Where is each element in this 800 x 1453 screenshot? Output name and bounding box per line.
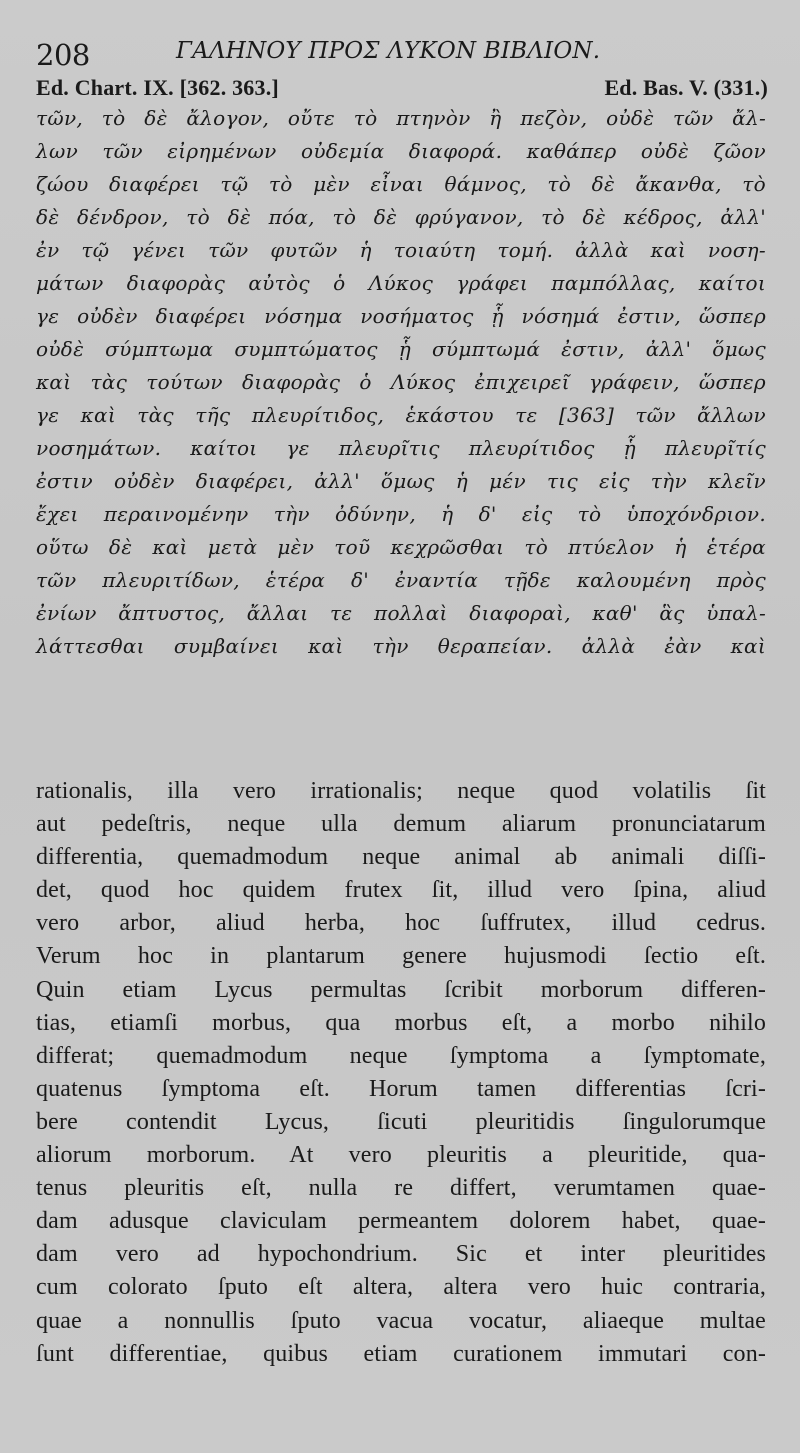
greek-line: νοσημάτων. καίτοι γε πλευρῖτις πλευρίτιδος ᾗ πλευρῖτίς [36,436,766,460]
latin-line: aliorum morborum. At vero pleuritis a pleuritide, qua- [36,1142,766,1169]
greek-line: ἔχει περαινομένην τὴν ὀδύνην, ἡ δ' εἰς τὸ ὑποχόνδριον. [36,502,766,526]
latin-line: quae a nonnullis ſputo vacua vocatur, aliaeque multae [36,1307,766,1334]
latin-line: differentia, quemadmodum neque animal ab animali diſſi- [36,844,766,871]
greek-line: οὕτω δὲ καὶ μετὰ μὲν τοῦ κεχρῶσθαι τὸ πτύελον ἡ ἑτέρα [36,535,766,559]
edition-chartier-reference: Ed. Chart. IX. [362. 363.] [36,75,279,100]
latin-line: tias, etiamſi morbus, qua morbus eſt, a morbo nihilo [36,1009,766,1036]
latin-line: bere contendit Lycus, ſicuti pleuritidis ſingulorumque [36,1108,766,1135]
greek-line: λάττεσθαι συμβαίνει καὶ τὴν θεραπείαν. ἀλλὰ ἐὰν καὶ [36,634,766,658]
greek-line: μάτων διαφορὰς αὐτὸς ὁ Λύκος γράφει παμπόλλας, καίτοι [36,271,766,295]
latin-line: dam adusque claviculam permeantem dolorem habet, quae- [36,1208,766,1235]
edition-basel-reference: Ed. Bas. V. (331.) [604,75,768,100]
greek-line: γε οὐδὲν διαφέρει νόσημα νοσήματος ᾗ νόσημά ἐστιν, ὥσπερ [36,304,766,328]
greek-line: ζώου διαφέρει τῷ τὸ μὲν εἶναι θάμνος, τὸ δὲ ἄκανθα, τὸ [36,172,766,196]
running-title: ΓΑΛΗΝΟΥ ΠΡΟΣ ΛΥΚΟΝ ΒΙΒΛΙΟΝ. [176,38,601,64]
latin-text-block [36,775,766,1371]
greek-line: ἐνίων ἄπτυστος, ἄλλαι τε πολλαὶ διαφοραὶ, καθ' ἃς ὑπαλ- [36,601,766,625]
greek-line: ἐν τῷ γένει τῶν φυτῶν ἡ τοιαύτη τομή. ἀλλὰ καὶ νοση- [36,238,766,262]
greek-line: καὶ τὰς τούτων διαφορὰς ὁ Λύκος ἐπιχειρεῖ γράφειν, ὥσπερ [36,370,766,394]
greek-line: γε καὶ τὰς τῆς πλευρίτιδος, ἑκάστου τε [363] τῶν ἄλλων [36,403,766,427]
latin-line: Verum hoc in plantarum genere hujusmodi ſectio eſt. [36,943,766,970]
latin-line: rationalis, illa vero irrationalis; neque quod volatilis ſit [36,778,766,804]
latin-line: vero arbor, aliud herba, hoc ſuffrutex, illud cedrus. [36,910,766,937]
page-header [36,30,768,70]
latin-line: aut pedeſtris, neque ulla demum aliarum pronunciatarum [36,811,766,838]
greek-line: λων τῶν εἰρημένων οὐδεμία διαφορά. καθάπερ οὐδὲ ζῶον [36,139,766,163]
show-through-bleed [36,696,766,722]
edition-references [36,75,768,103]
greek-line: τῶν, τὸ δὲ ἄλογον, οὔτε τὸ πτηνὸν ἢ πεζὸν, οὐδὲ τῶν ἄλ- [36,106,766,130]
latin-line: tenus pleuritis eſt, nulla re differt, verumtamen quae- [36,1175,766,1202]
greek-text-block [36,102,766,663]
latin-line: cum colorato ſputo eſt altera, altera vero huic contraria, [36,1274,766,1301]
latin-line: ſunt differentiae, quibus etiam curationem immutari con- [36,1340,766,1367]
latin-line: dam vero ad hypochondrium. Sic et inter pleuritides [36,1241,766,1268]
page-number: 208 [36,38,90,72]
greek-line: δὲ δένδρον, τὸ δὲ πόα, τὸ δὲ φρύγανον, τὸ δὲ κέδρος, ἀλλ' [36,205,766,229]
latin-line: quatenus ſymptoma eſt. Horum tamen differentias ſcri- [36,1075,766,1102]
greek-line: τῶν πλευριτίδων, ἑτέρα δ' ἐναντία τῇδε καλουμένη πρὸς [36,568,766,592]
greek-line: οὐδὲ σύμπτωμα συμπτώματος ᾗ σύμπτωμά ἐστιν, ἀλλ' ὅμως [36,337,766,361]
latin-line: Quin etiam Lycus permultas ſcribit morborum differen- [36,976,766,1003]
latin-line: det, quod hoc quidem frutex ſit, illud vero ſpina, aliud [36,877,766,904]
greek-line: ἐστιν οὐδὲν διαφέρει, ἀλλ' ὅμως ἡ μέν τις εἰς τὴν κλεῖν [36,469,766,493]
latin-line: differat; quemadmodum neque ſymptoma a ſymptomate, [36,1042,766,1069]
